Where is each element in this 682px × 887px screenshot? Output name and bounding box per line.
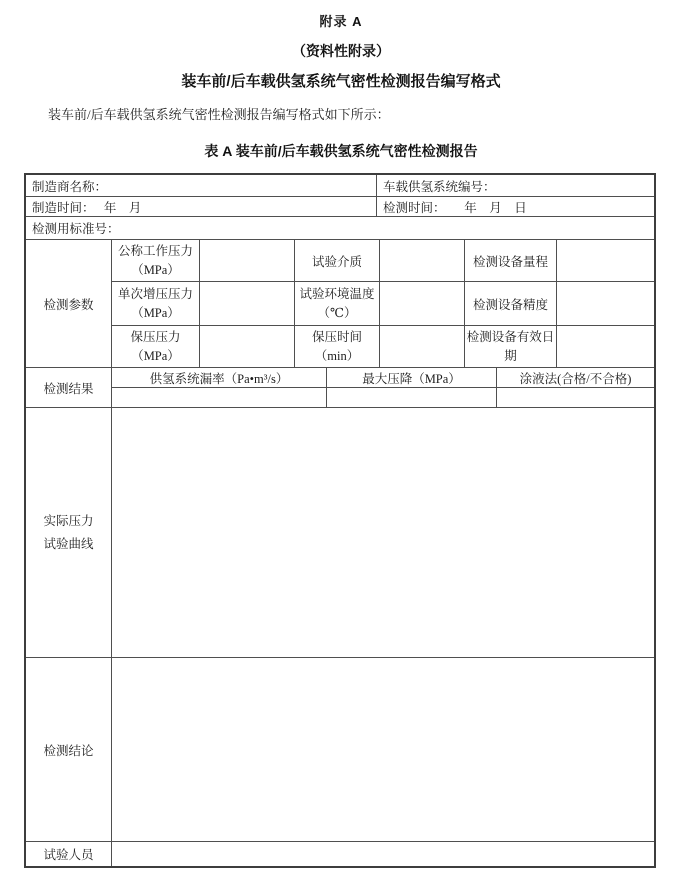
- test-results-grid: [112, 368, 654, 407]
- test-results-header: 检测结果: [26, 368, 112, 407]
- liquid-coating-value: [497, 388, 654, 407]
- param-row-holding: [112, 325, 654, 367]
- holding-time-value: [380, 326, 465, 367]
- personnel-header: 试验人员: [26, 842, 112, 866]
- standard-number-label: 检测用标准号：: [32, 222, 120, 236]
- section-conclusion: [26, 657, 654, 841]
- test-medium-label: 试验介质: [295, 240, 380, 281]
- row-manufacturer: [26, 175, 654, 196]
- section-pressure-curve: [26, 407, 654, 657]
- test-date-label: 检测时间： 年 月 日: [383, 200, 527, 215]
- intro-paragraph: 装车前/后车载供氢系统气密性检测报告编写格式如下所示：: [48, 107, 390, 122]
- row-standard-number: [26, 216, 654, 239]
- leak-rate-value: [112, 388, 327, 407]
- nominal-pressure-label: 公称工作压力 （MPa）: [112, 240, 200, 281]
- result-value-row: [112, 387, 654, 407]
- personnel-area: [112, 842, 654, 866]
- conclusion-header: 检测结论: [26, 658, 112, 841]
- pressure-curve-area: [112, 408, 654, 657]
- system-number-label: 车载供氢系统编号：: [383, 179, 496, 194]
- appendix-type-subtitle: （资料性附录）: [292, 43, 390, 59]
- device-accuracy-value: [557, 282, 654, 325]
- liquid-coating-label: 涂液法(合格/不合格): [519, 371, 632, 386]
- report-table: [24, 173, 656, 868]
- test-parameters-grid: [112, 240, 654, 367]
- param-row-increment: [112, 281, 654, 325]
- device-range-value: [557, 240, 654, 281]
- document-page: [0, 15, 682, 868]
- ambient-temp-value: [380, 282, 465, 325]
- section-test-parameters: [26, 239, 654, 367]
- increment-pressure-label: 单次增压压力 （MPa）: [112, 282, 200, 325]
- section-test-results: [26, 367, 654, 407]
- param-row-nominal: [112, 240, 654, 281]
- section-personnel: [26, 841, 654, 866]
- max-pressure-drop-label: 最大压降（MPa）: [327, 368, 497, 387]
- result-header-row: [112, 368, 654, 387]
- holding-pressure-label: 保压压力 （MPa）: [112, 326, 200, 367]
- table-caption: 表 A 装车前/后车载供氢系统气密性检测报告: [204, 143, 478, 159]
- increment-pressure-value: [200, 282, 295, 325]
- test-parameters-header: 检测参数: [26, 240, 112, 367]
- device-validity-label: 检测设备有效日期: [465, 326, 557, 367]
- pressure-curve-header: 实际压力 试验曲线: [26, 408, 112, 657]
- appendix-title: 附录 A: [319, 14, 363, 29]
- document-title: 装车前/后车载供氢系统气密性检测报告编写格式: [181, 73, 501, 90]
- holding-pressure-value: [200, 326, 295, 367]
- manufacturer-label: 制造商名称：: [26, 175, 377, 196]
- device-range-label: 检测设备量程: [465, 240, 557, 281]
- test-medium-value: [380, 240, 465, 281]
- row-dates: [26, 196, 654, 216]
- device-validity-value: [557, 326, 654, 367]
- max-pressure-drop-value: [327, 388, 497, 407]
- nominal-pressure-value: [200, 240, 295, 281]
- manufacture-date-label: 制造时间： 年 月: [26, 197, 377, 216]
- device-accuracy-label: 检测设备精度: [465, 282, 557, 325]
- leak-rate-label: 供氢系统漏率（Pa•m³/s）: [112, 368, 327, 387]
- holding-time-label: 保压时间 （min）: [295, 326, 380, 367]
- ambient-temp-label: 试验环境温度 （℃）: [295, 282, 380, 325]
- conclusion-area: [112, 658, 654, 841]
